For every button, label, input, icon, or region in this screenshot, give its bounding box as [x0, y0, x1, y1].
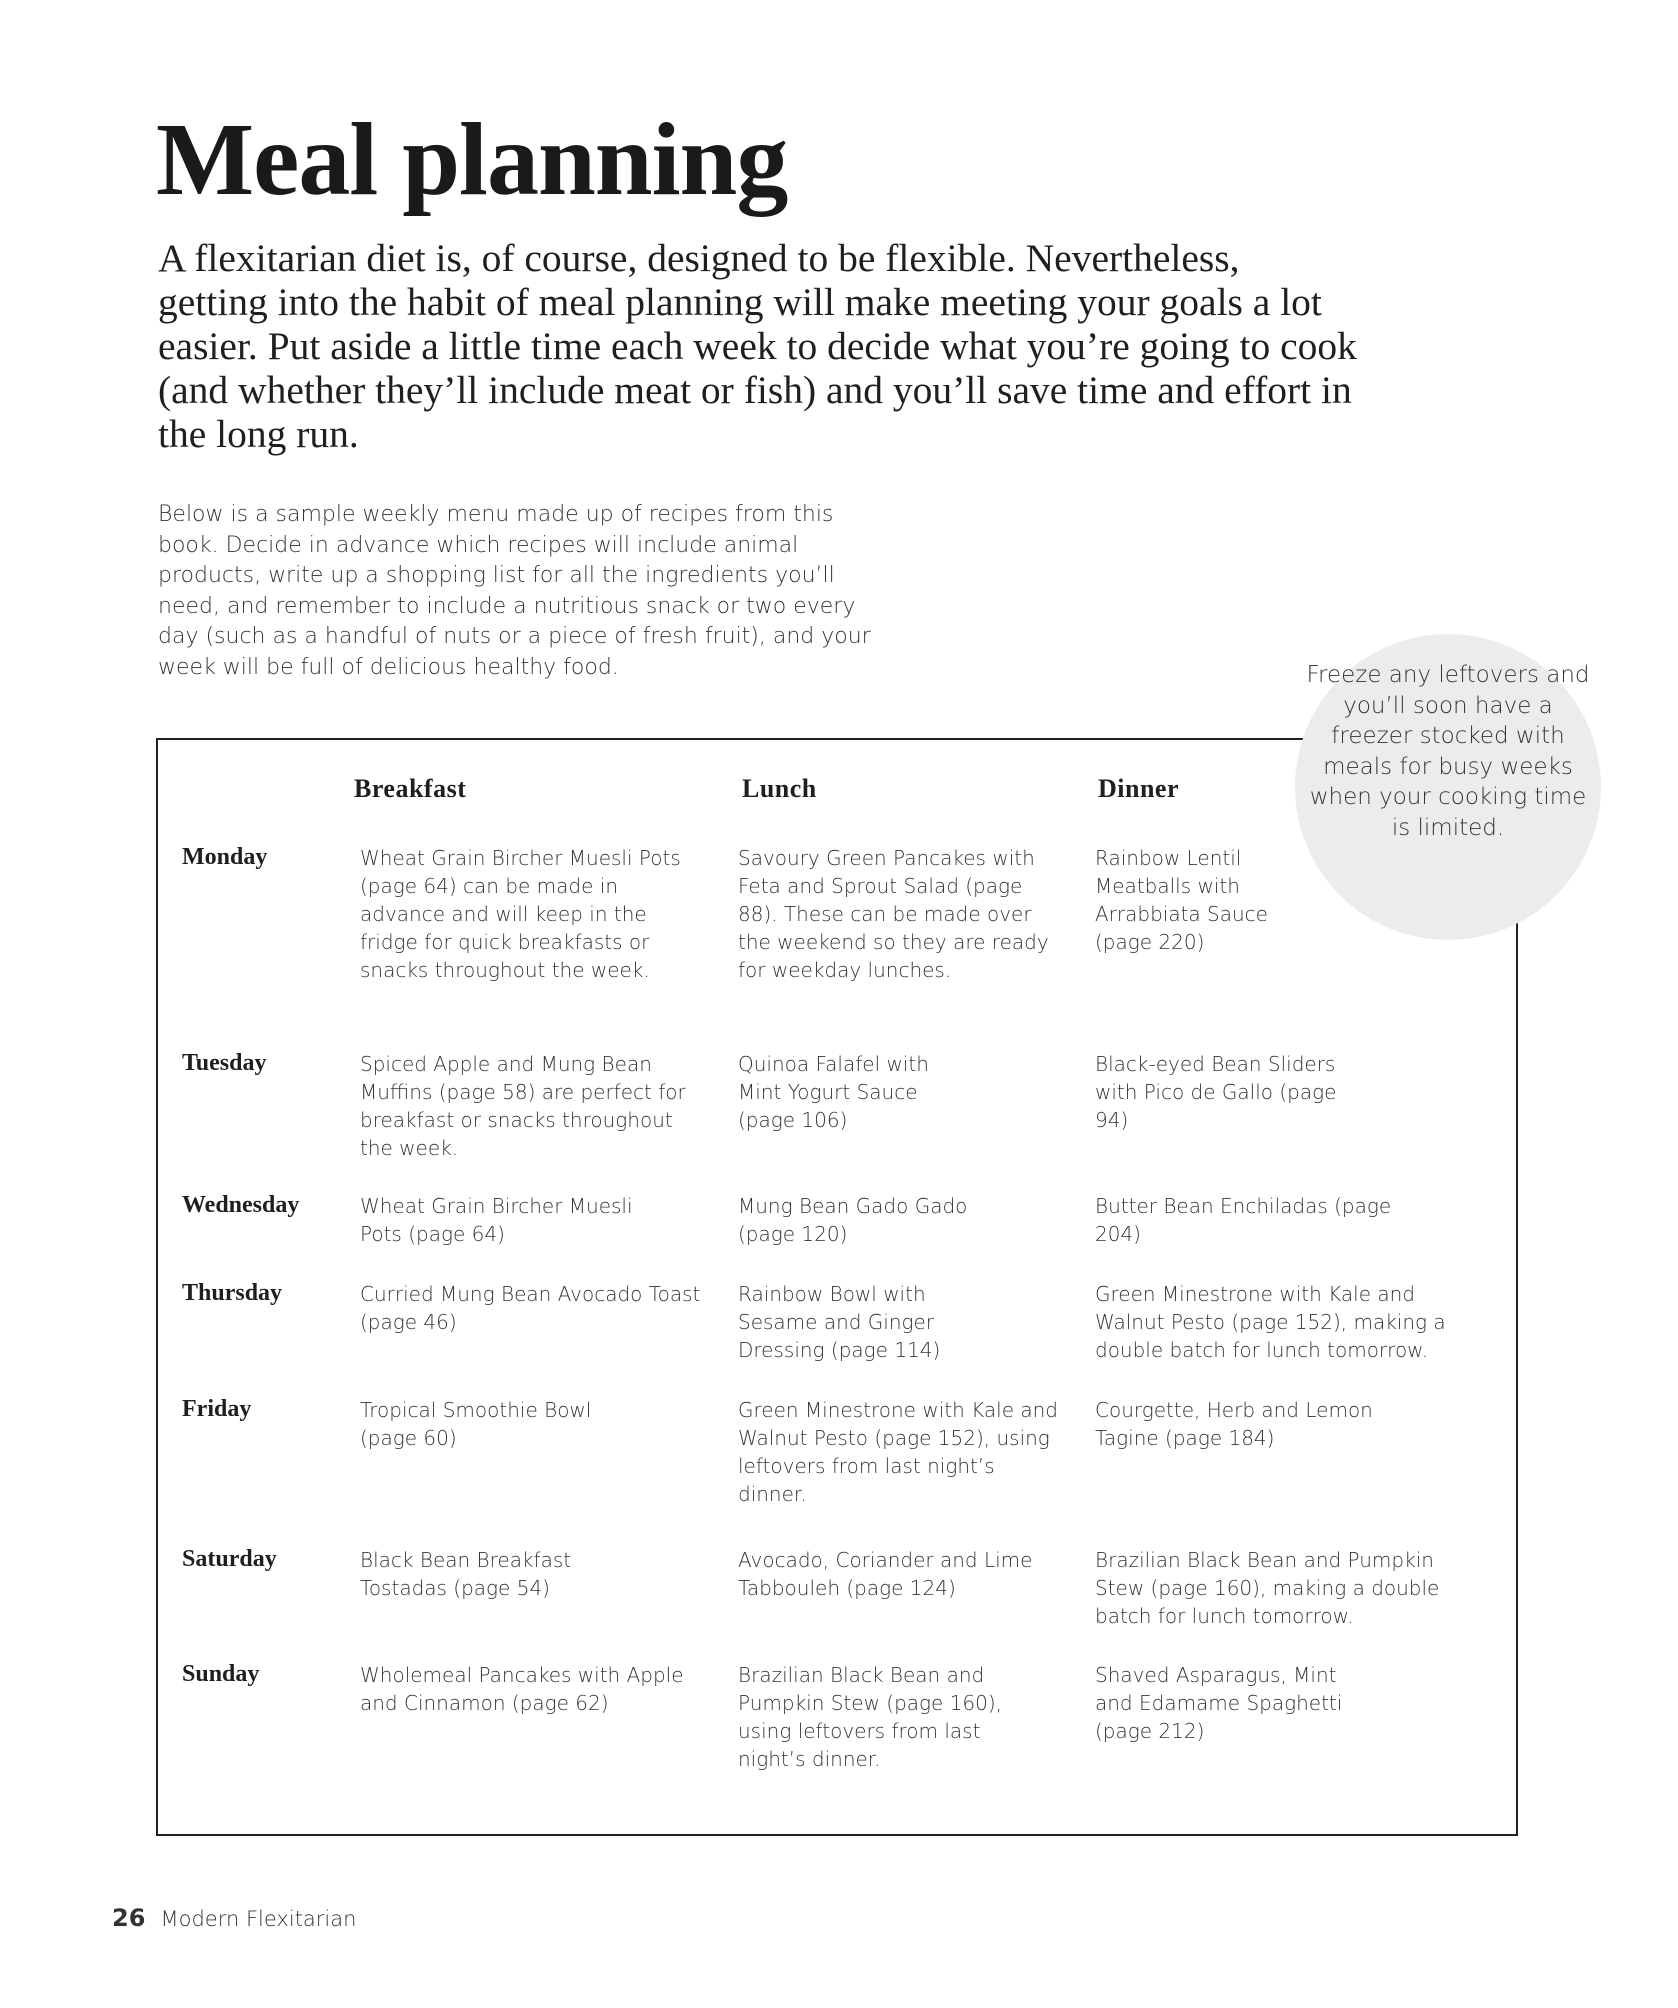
- menu-cell-monday-breakfast: Wheat Grain Bircher Muesli Pots (page 64) can be made in advance and will keep in the fridge for quick breakfasts or snacks throughout the week.: [360, 846, 681, 982]
- day-label-saturday: Saturday: [182, 1546, 277, 1572]
- page-title: Meal planning: [156, 102, 788, 217]
- menu-cell-sunday-lunch: Brazilian Black Bean and Pumpkin Stew (page 160), using leftovers from last night’s dinner.: [738, 1663, 1003, 1771]
- menu-cell-wednesday-dinner: Butter Bean Enchiladas (page 204): [1095, 1194, 1392, 1246]
- book-title: Modern Flexitarian: [160, 1907, 357, 1931]
- day-label-friday: Friday: [182, 1396, 252, 1422]
- day-label-thursday: Thursday: [182, 1280, 283, 1306]
- menu-cell-wednesday-breakfast: Wheat Grain Bircher Muesli Pots (page 64): [360, 1194, 633, 1246]
- menu-cell-tuesday-lunch: Quinoa Falafel with Mint Yogurt Sauce (page 106): [738, 1052, 929, 1132]
- body-paragraph: Below is a sample weekly menu made up of recipes from this book. Decide in advance which recipes will include animal products, write up a shopping list for all the ingredients you’ll need, and remember to include a nutritious snack or two every day (such as a handful of nuts or a piece of fresh fruit), and your week will be full of delicious healthy food.: [158, 502, 871, 680]
- day-label-sunday: Sunday: [182, 1661, 260, 1687]
- menu-cell-thursday-dinner: Green Minestrone with Kale and Walnut Pesto (page 152), making a double batch for lunch tomorrow.: [1095, 1282, 1446, 1362]
- column-header-lunch: Lunch: [742, 774, 817, 803]
- column-header-breakfast: Breakfast: [354, 774, 467, 803]
- menu-cell-friday-breakfast: Tropical Smoothie Bowl (page 60): [360, 1398, 592, 1450]
- menu-cell-saturday-lunch: Avocado, Coriander and Lime Tabbouleh (page 124): [738, 1548, 1033, 1600]
- tip-text: Freeze any leftovers and you’ll soon have a freezer stocked with meals for busy weeks when your cooking time is limited.: [1306, 662, 1590, 841]
- menu-cell-saturday-breakfast: Black Bean Breakfast Tostadas (page 54): [360, 1548, 572, 1600]
- day-label-monday: Monday: [182, 844, 268, 870]
- menu-cell-tuesday-dinner: Black-eyed Bean Sliders with Pico de Gallo (page 94): [1095, 1052, 1337, 1132]
- menu-cell-sunday-breakfast: Wholemeal Pancakes with Apple and Cinnamon (page 62): [360, 1663, 684, 1715]
- column-header-dinner: Dinner: [1098, 774, 1179, 803]
- menu-cell-friday-dinner: Courgette, Herb and Lemon Tagine (page 184): [1095, 1398, 1373, 1450]
- menu-cell-thursday-lunch: Rainbow Bowl with Sesame and Ginger Dressing (page 114): [738, 1282, 941, 1362]
- page-footer: [112, 1904, 356, 1932]
- page-number: 26: [112, 1904, 146, 1932]
- menu-cell-wednesday-lunch: Mung Bean Gado Gado (page 120): [738, 1194, 968, 1246]
- menu-cell-monday-dinner: Rainbow Lentil Meatballs with Arrabbiata Sauce (page 220): [1095, 846, 1268, 954]
- day-label-tuesday: Tuesday: [182, 1050, 267, 1076]
- menu-cell-saturday-dinner: Brazilian Black Bean and Pumpkin Stew (page 160), making a double batch for lunch tomorrow.: [1095, 1548, 1440, 1628]
- intro-paragraph: A flexitarian diet is, of course, designed to be flexible. Nevertheless, getting into the habit of meal planning will make meeting your goals a lot easier. Put aside a little time each week to decide what you’re going to cook (and whether they’ll include meat or fish) and you’ll save time and effort in the long run.: [158, 236, 1357, 456]
- menu-cell-monday-lunch: Savoury Green Pancakes with Feta and Sprout Salad (page 88). These can be made over the weekend so they are ready for weekday lunches.: [738, 846, 1049, 982]
- menu-cell-tuesday-breakfast: Spiced Apple and Mung Bean Muffins (page 58) are perfect for breakfast or snacks throughout the week.: [360, 1052, 686, 1160]
- menu-cell-thursday-breakfast: Curried Mung Bean Avocado Toast (page 46): [360, 1282, 701, 1334]
- menu-cell-sunday-dinner: Shaved Asparagus, Mint and Edamame Spaghetti (page 212): [1095, 1663, 1343, 1743]
- day-label-wednesday: Wednesday: [182, 1192, 300, 1218]
- menu-cell-friday-lunch: Green Minestrone with Kale and Walnut Pesto (page 152), using leftovers from last night’s dinner.: [738, 1398, 1058, 1506]
